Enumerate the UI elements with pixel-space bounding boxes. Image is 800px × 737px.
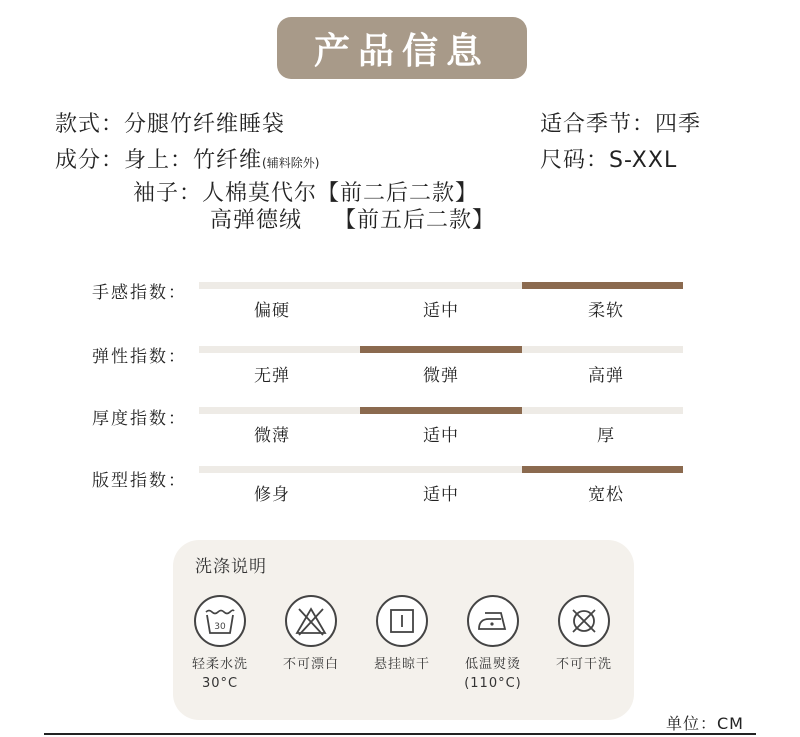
care-item <box>362 595 442 674</box>
composition-line <box>55 143 319 174</box>
no-bleach-icon <box>285 595 337 647</box>
index-label: 手感指数： <box>92 283 187 303</box>
divider <box>44 733 756 735</box>
index-level: 修身 <box>254 485 290 505</box>
index-track <box>199 346 683 353</box>
care-label <box>180 655 260 693</box>
care-item <box>180 595 260 693</box>
index-track <box>199 407 683 414</box>
care-title: 洗涤说明 <box>195 557 267 577</box>
index-level: 适中 <box>423 426 459 446</box>
size-line: 尺码：S-XXL <box>540 148 678 173</box>
index-level: 适中 <box>423 485 459 505</box>
care-label-main: 不可漂白 <box>282 657 339 672</box>
care-item <box>453 595 533 693</box>
wash-temp-text: 30 <box>214 622 226 632</box>
care-label-main: 悬挂晾干 <box>373 657 430 672</box>
index-level: 适中 <box>423 301 459 321</box>
unit-label: 单位：CM <box>666 714 744 733</box>
care-label-main: 低温熨烫 <box>464 657 521 672</box>
season-line: 适合季节：四季 <box>540 112 702 137</box>
care-label-sub: 30°C <box>201 676 239 691</box>
care-item <box>544 595 624 674</box>
care-label <box>544 655 624 674</box>
care-label <box>362 655 442 674</box>
care-label-main: 不可干洗 <box>555 657 612 672</box>
index-level: 微薄 <box>254 426 290 446</box>
care-label <box>271 655 351 674</box>
care-item <box>271 595 351 674</box>
index-track <box>199 282 683 289</box>
no-dry-clean-icon <box>558 595 610 647</box>
sleeve-line-1: 袖子：人棉莫代尔【前二后二款】 <box>133 181 479 206</box>
index-level: 偏硬 <box>254 301 290 321</box>
index-label: 版型指数： <box>92 471 187 491</box>
index-label: 厚度指数： <box>92 409 187 429</box>
index-track <box>199 466 683 473</box>
index-selected-segment <box>360 407 521 414</box>
hang-dry-icon <box>376 595 428 647</box>
product-info-title: 产品信息 <box>277 17 527 79</box>
low-iron-icon <box>467 595 519 647</box>
index-level: 微弹 <box>423 366 459 386</box>
index-level: 宽松 <box>588 485 624 505</box>
care-label <box>453 655 533 693</box>
wash-30-icon <box>194 595 246 647</box>
index-selected-segment <box>360 346 521 353</box>
care-label-sub: (110°C) <box>464 676 522 691</box>
index-selected-segment <box>522 466 683 473</box>
index-level: 柔软 <box>588 301 624 321</box>
index-level: 高弹 <box>588 366 624 386</box>
style-line: 款式：分腿竹纤维睡袋 <box>55 112 286 137</box>
index-level: 无弹 <box>254 366 290 386</box>
care-instructions-panel <box>173 540 634 720</box>
composition-note: (辅料除外) <box>262 156 320 170</box>
index-label: 弹性指数： <box>92 347 187 367</box>
index-selected-segment <box>522 282 683 289</box>
composition-text: 成分：身上：竹纤维 <box>55 148 263 173</box>
care-label-main: 轻柔水洗 <box>191 657 248 672</box>
sleeve-line-2: 高弹德绒 【前五后二款】 <box>210 208 495 233</box>
index-level: 厚 <box>597 426 615 446</box>
